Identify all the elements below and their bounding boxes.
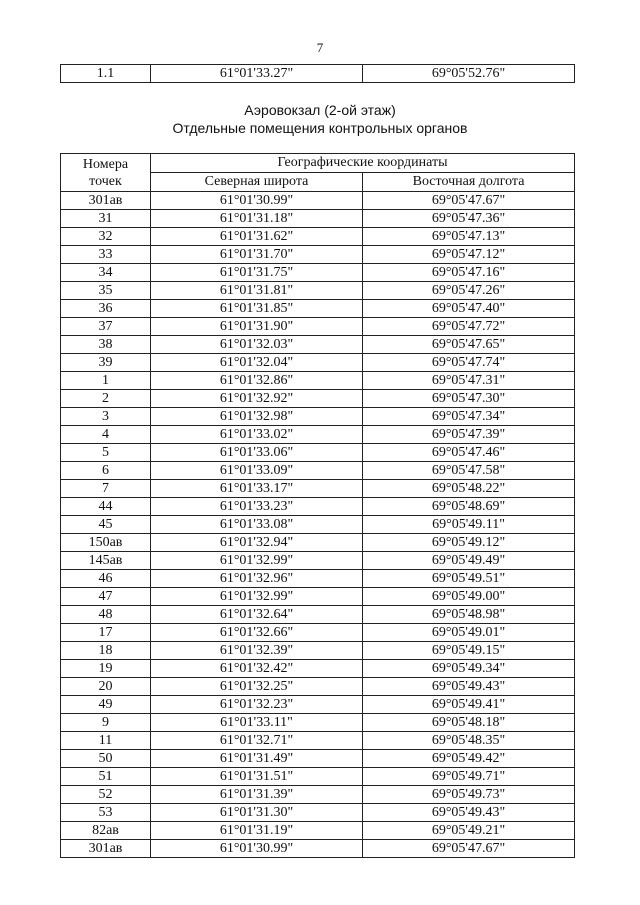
north-latitude-cell: 61°01'32.86" bbox=[151, 372, 363, 390]
east-longitude-cell: 69°05'48.18" bbox=[363, 714, 575, 732]
section-subtitle: Отдельные помещения контрольных органов bbox=[172, 120, 468, 136]
table-row bbox=[61, 480, 575, 498]
page-number: 7 bbox=[316, 40, 324, 55]
table-row bbox=[61, 804, 575, 822]
point-cell: 45 bbox=[61, 516, 151, 534]
point-header-line1: Номера bbox=[82, 156, 129, 172]
east-longitude-cell: 69°05'47.72" bbox=[363, 318, 575, 336]
north-latitude-cell: 61°01'33.02" bbox=[151, 426, 363, 444]
north-latitude-cell: 61°01'32.04" bbox=[151, 354, 363, 372]
north-latitude-cell: 61°01'33.06" bbox=[151, 444, 363, 462]
east-longitude-cell: 69°05'47.65" bbox=[363, 336, 575, 354]
east-longitude-cell: 69°05'47.13" bbox=[363, 228, 575, 246]
point-cell: 49 bbox=[61, 696, 151, 714]
north-latitude-cell: 61°01'33.17" bbox=[151, 480, 363, 498]
north-latitude-cell: 61°01'32.03" bbox=[151, 336, 363, 354]
east-longitude-cell: 69°05'52.76" bbox=[363, 65, 575, 83]
table-row bbox=[61, 840, 575, 858]
north-latitude-cell: 61°01'31.85" bbox=[151, 300, 363, 318]
point-cell: 5 bbox=[61, 444, 151, 462]
table-row bbox=[61, 534, 575, 552]
point-cell: 150ав bbox=[61, 534, 151, 552]
point-cell: 11 bbox=[61, 732, 151, 750]
table-row bbox=[61, 264, 575, 282]
north-latitude-header: Северная широта bbox=[151, 173, 363, 192]
east-longitude-cell: 69°05'47.31" bbox=[363, 372, 575, 390]
east-longitude-cell: 69°05'49.43" bbox=[363, 804, 575, 822]
north-latitude-cell: 61°01'31.39" bbox=[151, 786, 363, 804]
point-cell: 301ав bbox=[61, 840, 151, 858]
east-longitude-cell: 69°05'49.51" bbox=[363, 570, 575, 588]
east-longitude-cell: 69°05'47.58" bbox=[363, 462, 575, 480]
header-row bbox=[61, 154, 575, 173]
north-latitude-cell: 61°01'33.09" bbox=[151, 462, 363, 480]
table-row bbox=[61, 750, 575, 768]
point-cell: 20 bbox=[61, 678, 151, 696]
east-longitude-cell: 69°05'49.71" bbox=[363, 768, 575, 786]
east-longitude-cell: 69°05'47.26" bbox=[363, 282, 575, 300]
table-row bbox=[61, 768, 575, 786]
north-latitude-cell: 61°01'30.99" bbox=[151, 840, 363, 858]
point-cell: 33 bbox=[61, 246, 151, 264]
north-latitude-cell: 61°01'32.42" bbox=[151, 660, 363, 678]
point-cell: 32 bbox=[61, 228, 151, 246]
table-row bbox=[61, 246, 575, 264]
east-longitude-cell: 69°05'47.39" bbox=[363, 426, 575, 444]
north-latitude-cell: 61°01'32.39" bbox=[151, 642, 363, 660]
point-cell: 2 bbox=[61, 390, 151, 408]
east-longitude-cell: 69°05'48.35" bbox=[363, 732, 575, 750]
north-latitude-cell: 61°01'32.64" bbox=[151, 606, 363, 624]
point-cell: 82ав bbox=[61, 822, 151, 840]
point-cell: 18 bbox=[61, 642, 151, 660]
east-longitude-cell: 69°05'49.21" bbox=[363, 822, 575, 840]
table-row bbox=[61, 300, 575, 318]
table-row bbox=[61, 732, 575, 750]
table-row bbox=[61, 696, 575, 714]
east-longitude-cell: 69°05'47.40" bbox=[363, 300, 575, 318]
north-latitude-cell: 61°01'33.08" bbox=[151, 516, 363, 534]
table-row bbox=[61, 390, 575, 408]
east-longitude-cell: 69°05'49.15" bbox=[363, 642, 575, 660]
table-row bbox=[61, 678, 575, 696]
table-row bbox=[61, 786, 575, 804]
point-cell: 34 bbox=[61, 264, 151, 282]
east-longitude-header: Восточная долгота bbox=[363, 173, 575, 192]
table-row bbox=[61, 372, 575, 390]
north-latitude-cell: 61°01'32.96" bbox=[151, 570, 363, 588]
east-longitude-cell: 69°05'49.34" bbox=[363, 660, 575, 678]
point-cell: 52 bbox=[61, 786, 151, 804]
table-row bbox=[61, 210, 575, 228]
table-row bbox=[61, 660, 575, 678]
table-row bbox=[61, 588, 575, 606]
table-row bbox=[61, 462, 575, 480]
east-longitude-cell: 69°05'48.69" bbox=[363, 498, 575, 516]
table-body bbox=[61, 192, 575, 858]
east-longitude-cell: 69°05'49.01" bbox=[363, 624, 575, 642]
point-cell: 53 bbox=[61, 804, 151, 822]
section-title: Аэровокзал (2-ой этаж) bbox=[244, 102, 396, 118]
point-cell: 19 bbox=[61, 660, 151, 678]
previous-table-tail bbox=[60, 64, 575, 83]
north-latitude-cell: 61°01'31.30" bbox=[151, 804, 363, 822]
point-cell: 36 bbox=[61, 300, 151, 318]
point-cell: 39 bbox=[61, 354, 151, 372]
east-longitude-cell: 69°05'48.98" bbox=[363, 606, 575, 624]
east-longitude-cell: 69°05'49.41" bbox=[363, 696, 575, 714]
point-cell: 4 bbox=[61, 426, 151, 444]
table-row bbox=[61, 570, 575, 588]
east-longitude-cell: 69°05'47.30" bbox=[363, 390, 575, 408]
east-longitude-cell: 69°05'47.46" bbox=[363, 444, 575, 462]
point-cell: 3 bbox=[61, 408, 151, 426]
east-longitude-cell: 69°05'47.74" bbox=[363, 354, 575, 372]
table-row bbox=[61, 822, 575, 840]
table-row bbox=[61, 516, 575, 534]
point-cell: 17 bbox=[61, 624, 151, 642]
north-latitude-cell: 61°01'32.99" bbox=[151, 552, 363, 570]
table-row bbox=[61, 444, 575, 462]
north-latitude-cell: 61°01'32.99" bbox=[151, 588, 363, 606]
table-row bbox=[61, 714, 575, 732]
table-row bbox=[61, 426, 575, 444]
point-cell: 50 bbox=[61, 750, 151, 768]
east-longitude-cell: 69°05'49.12" bbox=[363, 534, 575, 552]
table-row bbox=[61, 282, 575, 300]
coordinates-table bbox=[60, 153, 575, 858]
point-column-header bbox=[61, 154, 151, 192]
table-row bbox=[61, 336, 575, 354]
north-latitude-cell: 61°01'33.23" bbox=[151, 498, 363, 516]
east-longitude-cell: 69°05'47.34" bbox=[363, 408, 575, 426]
point-cell: 301ав bbox=[61, 192, 151, 210]
point-cell: 35 bbox=[61, 282, 151, 300]
north-latitude-cell: 61°01'31.49" bbox=[151, 750, 363, 768]
north-latitude-cell: 61°01'31.19" bbox=[151, 822, 363, 840]
table-row bbox=[61, 354, 575, 372]
point-cell: 145ав bbox=[61, 552, 151, 570]
east-longitude-cell: 69°05'47.16" bbox=[363, 264, 575, 282]
east-longitude-cell: 69°05'49.49" bbox=[363, 552, 575, 570]
east-longitude-cell: 69°05'47.36" bbox=[363, 210, 575, 228]
north-latitude-cell: 61°01'32.25" bbox=[151, 678, 363, 696]
north-latitude-cell: 61°01'32.66" bbox=[151, 624, 363, 642]
point-cell: 48 bbox=[61, 606, 151, 624]
point-header-line2: точек bbox=[89, 173, 122, 189]
north-latitude-cell: 61°01'33.11" bbox=[151, 714, 363, 732]
north-latitude-cell: 61°01'31.70" bbox=[151, 246, 363, 264]
point-cell: 9 bbox=[61, 714, 151, 732]
table-row bbox=[61, 192, 575, 210]
table-row bbox=[61, 408, 575, 426]
north-latitude-cell: 61°01'31.90" bbox=[151, 318, 363, 336]
north-latitude-cell: 61°01'31.75" bbox=[151, 264, 363, 282]
point-cell: 7 bbox=[61, 480, 151, 498]
table-row bbox=[61, 624, 575, 642]
coordinates-header: Географические координаты bbox=[151, 154, 575, 173]
table-row bbox=[61, 606, 575, 624]
point-cell: 38 bbox=[61, 336, 151, 354]
east-longitude-cell: 69°05'47.67" bbox=[363, 192, 575, 210]
north-latitude-cell: 61°01'31.18" bbox=[151, 210, 363, 228]
north-latitude-cell: 61°01'31.62" bbox=[151, 228, 363, 246]
east-longitude-cell: 69°05'49.42" bbox=[363, 750, 575, 768]
point-cell: 51 bbox=[61, 768, 151, 786]
point-cell: 1 bbox=[61, 372, 151, 390]
east-longitude-cell: 69°05'49.73" bbox=[363, 786, 575, 804]
north-latitude-cell: 61°01'32.23" bbox=[151, 696, 363, 714]
north-latitude-cell: 61°01'32.71" bbox=[151, 732, 363, 750]
table-row bbox=[61, 498, 575, 516]
east-longitude-cell: 69°05'47.67" bbox=[363, 840, 575, 858]
north-latitude-cell: 61°01'33.27" bbox=[151, 65, 363, 83]
point-cell: 6 bbox=[61, 462, 151, 480]
north-latitude-cell: 61°01'32.92" bbox=[151, 390, 363, 408]
point-cell: 47 bbox=[61, 588, 151, 606]
east-longitude-cell: 69°05'47.12" bbox=[363, 246, 575, 264]
north-latitude-cell: 61°01'31.81" bbox=[151, 282, 363, 300]
point-cell: 37 bbox=[61, 318, 151, 336]
east-longitude-cell: 69°05'49.11" bbox=[363, 516, 575, 534]
table-row bbox=[61, 318, 575, 336]
point-cell: 31 bbox=[61, 210, 151, 228]
point-cell: 46 bbox=[61, 570, 151, 588]
north-latitude-cell: 61°01'30.99" bbox=[151, 192, 363, 210]
point-cell: 44 bbox=[61, 498, 151, 516]
east-longitude-cell: 69°05'49.00" bbox=[363, 588, 575, 606]
north-latitude-cell: 61°01'31.51" bbox=[151, 768, 363, 786]
point-cell: 1.1 bbox=[61, 65, 151, 83]
east-longitude-cell: 69°05'48.22" bbox=[363, 480, 575, 498]
table-row bbox=[61, 642, 575, 660]
table-row bbox=[61, 65, 575, 83]
table-row bbox=[61, 228, 575, 246]
north-latitude-cell: 61°01'32.98" bbox=[151, 408, 363, 426]
table-row bbox=[61, 552, 575, 570]
east-longitude-cell: 69°05'49.43" bbox=[363, 678, 575, 696]
north-latitude-cell: 61°01'32.94" bbox=[151, 534, 363, 552]
